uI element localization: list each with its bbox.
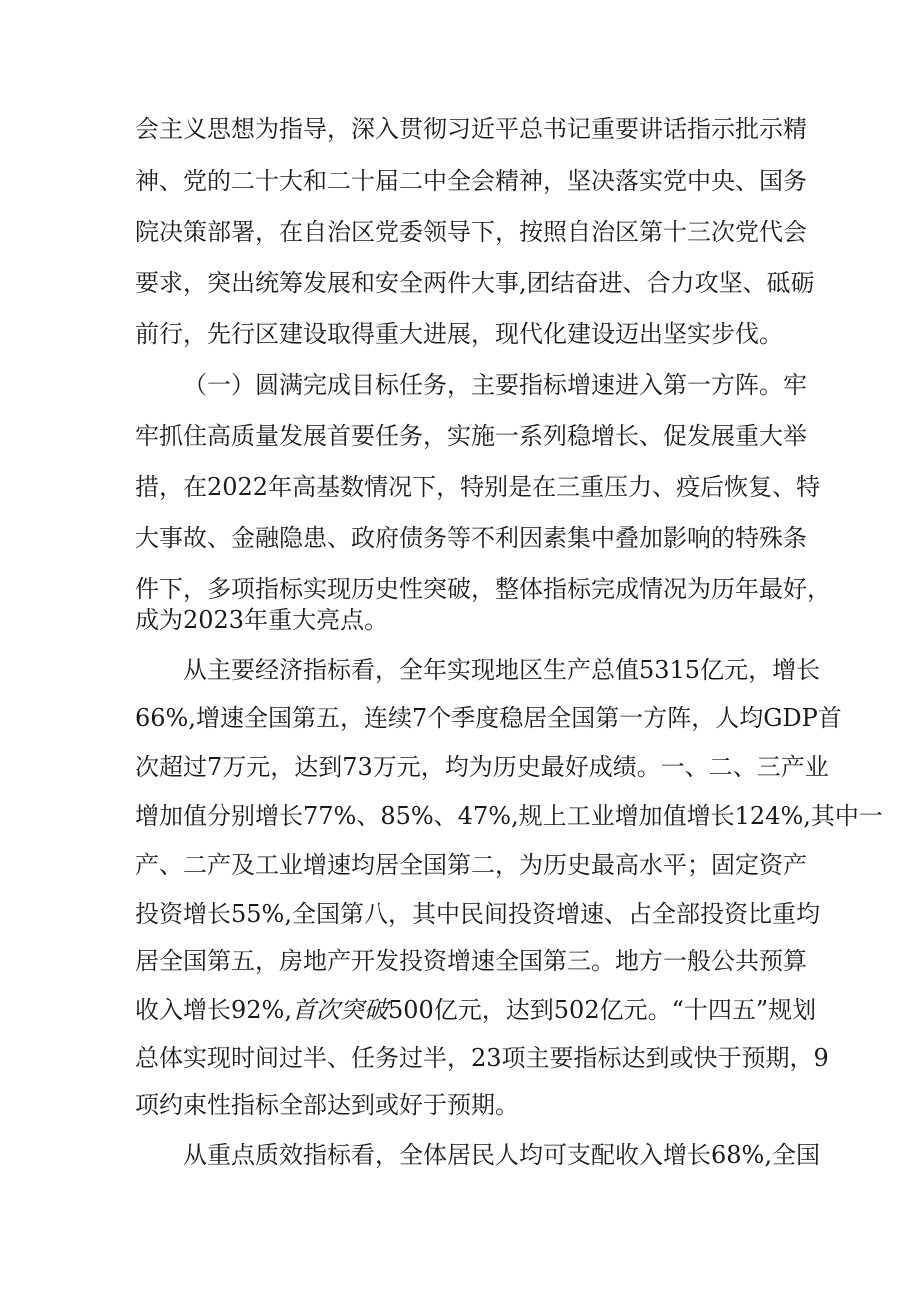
paragraph-start-line: 从重点质效指标看，全体居民人均可支配收入增长68%,全国: [183, 1141, 820, 1169]
emphasis-text: 首次突破: [291, 996, 388, 1024]
text-line: 院决策部署，在自治区党委领导下，按照自治区第十三次党代会: [135, 218, 807, 246]
text-segment: 500亿元，达到502亿元。“十四五”规划: [387, 996, 817, 1024]
section-heading-line: （一）圆满完成目标任务，主要指标增速进入第一方阵。牢: [183, 371, 807, 399]
text-line: 总体实现时间过半、任务过半，23项主要指标达到或快于预期，9: [135, 1044, 829, 1072]
text-line: 次超过7万元，达到73万元，均为历史最好成绩。一、二、三产业: [135, 753, 829, 781]
text-line: 产、二产及工业增速均居全国第二，为历史最高水平；固定资产: [135, 851, 807, 879]
text-line: 牢抓住高质量发展首要任务，实施一系列稳增长、促发展重大举: [135, 422, 807, 450]
text-line: 66%,增速全国第五，连续7个季度稳居全国第一方阵，人均GDP首: [135, 704, 842, 732]
text-line: 神、党的二十大和二十届二中全会精神，坚决落实党中央、国务: [135, 167, 807, 195]
text-line: 项约束性指标全部达到或好于预期。: [135, 1091, 519, 1119]
text-line: 投资增长55%,全国第八，其中民间投资增速、占全部投资比重均: [135, 900, 820, 928]
text-line: 前行，先行区建设取得重大进展，现代化建设迈出坚实步伐。: [135, 320, 783, 348]
text-line: 要求，突出统筹发展和安全两件大事,团结奋进、合力攻坚、砥砺: [135, 269, 815, 297]
text-line: 大事故、金融隐患、政府债务等不利因素集中叠加影响的特殊条: [135, 524, 807, 552]
text-line: 居全国第五，房地产开发投资增速全国第三。地方一般公共预算: [135, 947, 807, 975]
text-line: 措，在2022年高基数情况下，特别是在三重压力、疫后恢复、特: [135, 473, 821, 501]
mixed-text-line: [135, 993, 817, 1027]
text-line: 件下，多项指标实现历史性突破，整体指标完成情况为历年最好，: [135, 575, 831, 603]
text-line: 会主义思想为指导，深入贯彻习近平总书记重要讲话指示批示精: [135, 115, 807, 143]
text-segment: 收入增长92%,: [135, 996, 292, 1024]
paragraph-start-line: 从主要经济指标看，全年实现地区生产总值5315亿元，增长: [183, 656, 821, 684]
text-line: 增加值分别增长77%、85%、47%,规上工业增加值增长124%,其中一: [135, 802, 883, 830]
text-line: 成为2023年重大亮点。: [135, 606, 389, 634]
